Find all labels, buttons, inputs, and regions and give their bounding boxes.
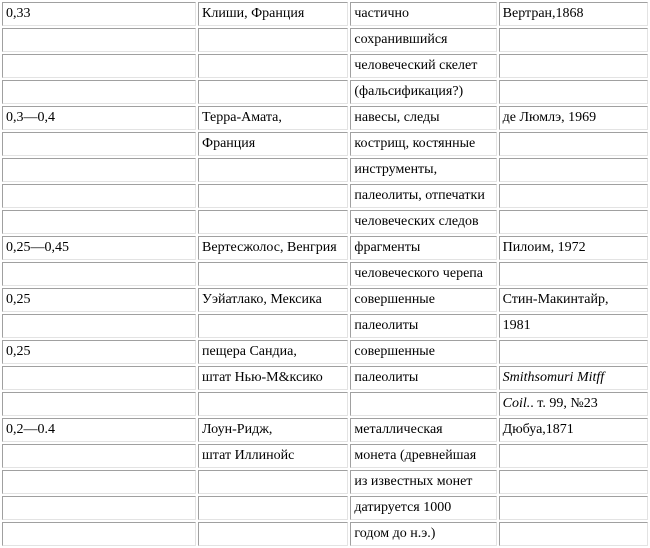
description-cell [350, 366, 496, 390]
location-cell [198, 2, 348, 26]
description-cell [350, 184, 496, 208]
source-cell [499, 106, 648, 130]
age-cell [2, 54, 196, 78]
source-cell [499, 54, 648, 78]
cell-text: Smithsomuri Mitff [502, 370, 605, 385]
cell-text: 0,33 [6, 6, 31, 21]
table-row [2, 54, 648, 78]
location-cell [198, 496, 348, 520]
source-cell [499, 470, 648, 494]
description-cell [350, 444, 496, 468]
age-cell [2, 184, 196, 208]
source-cell [499, 522, 648, 546]
table-row [2, 314, 648, 338]
age-cell [2, 28, 196, 52]
cell-text: совершенные [354, 292, 435, 307]
cell-text: Вертран,1868 [502, 6, 584, 21]
cell-text: инструменты, [354, 162, 438, 177]
location-cell [198, 184, 348, 208]
description-cell [350, 2, 496, 26]
location-cell [198, 132, 348, 156]
cell-text: 0,25 [6, 292, 31, 307]
cell-text: Франция [202, 136, 256, 151]
source-cell [499, 314, 648, 338]
table-row [2, 418, 648, 442]
age-cell [2, 496, 196, 520]
description-cell [350, 418, 496, 442]
cell-text: пещера Сандиа, [202, 344, 297, 359]
table-row [2, 210, 648, 234]
age-cell [2, 340, 196, 364]
age-cell [2, 262, 196, 286]
description-cell [350, 392, 496, 416]
table-row [2, 444, 648, 468]
description-cell [350, 158, 496, 182]
description-cell [350, 496, 496, 520]
table-row [2, 236, 648, 260]
description-cell [350, 470, 496, 494]
location-cell [198, 262, 348, 286]
cell-text: Coil. [502, 396, 531, 411]
description-cell [350, 340, 496, 364]
cell-text: (фальсификация?) [354, 84, 464, 99]
cell-text: 1981 [502, 318, 531, 333]
description-cell [350, 132, 496, 156]
location-cell [198, 54, 348, 78]
age-cell [2, 314, 196, 338]
description-cell [350, 28, 496, 52]
cell-text: Дюбуа,1871 [502, 422, 574, 437]
cell-text: монета (древнейшая [354, 448, 477, 463]
cell-text: Уэйатлако, Мексика [202, 292, 322, 307]
age-cell [2, 236, 196, 260]
age-cell [2, 470, 196, 494]
age-cell [2, 444, 196, 468]
table-row [2, 80, 648, 104]
source-cell [499, 496, 648, 520]
location-cell [198, 444, 348, 468]
age-cell [2, 522, 196, 546]
cell-text: Лоун-Ридж, [202, 422, 273, 437]
location-cell [198, 80, 348, 104]
description-cell [350, 210, 496, 234]
cell-text: палеолиты, отпечатки [354, 188, 485, 203]
age-cell [2, 132, 196, 156]
cell-text: 0,3—0,4 [6, 110, 55, 125]
description-cell [350, 106, 496, 130]
cell-text: совершенные [354, 344, 435, 359]
age-cell [2, 418, 196, 442]
cell-text: Клиши, Франция [202, 6, 305, 21]
cell-text: годом до н.э.) [354, 526, 436, 541]
age-cell [2, 392, 196, 416]
cell-text: фрагменты [354, 240, 421, 255]
description-cell [350, 54, 496, 78]
location-cell [198, 288, 348, 312]
location-cell [198, 28, 348, 52]
source-cell [499, 2, 648, 26]
location-cell [198, 210, 348, 234]
table-row [2, 2, 648, 26]
cell-text: человеческий скелет [354, 58, 478, 73]
cell-text: Пилоим, 1972 [502, 240, 586, 255]
table-row [2, 184, 648, 208]
source-cell [499, 418, 648, 442]
source-cell [499, 392, 648, 416]
cell-text: де Люмлэ, 1969 [502, 110, 597, 125]
cell-text: сохранившийся [354, 32, 448, 47]
description-cell [350, 236, 496, 260]
age-cell [2, 2, 196, 26]
source-cell [499, 80, 648, 104]
source-cell [499, 210, 648, 234]
cell-text: навесы, следы [354, 110, 440, 125]
cell-text: 0,25—0,45 [6, 240, 69, 255]
table-row [2, 132, 648, 156]
source-cell [499, 132, 648, 156]
cell-text: Вертесжолос, Венгрия [202, 240, 337, 255]
table-row [2, 522, 648, 546]
table-row [2, 392, 648, 416]
location-cell [198, 522, 348, 546]
cell-text: металлическая [354, 422, 443, 437]
age-cell [2, 210, 196, 234]
cell-text: 0,25 [6, 344, 31, 359]
table-row [2, 496, 648, 520]
source-cell [499, 366, 648, 390]
cell-text: датируется 1000 [354, 500, 452, 515]
cell-text: человеческих следов [354, 214, 479, 229]
cell-text: Стин-Макинтайр, [502, 292, 609, 307]
table-row [2, 340, 648, 364]
age-cell [2, 288, 196, 312]
cell-text: Терра-Амата, [202, 110, 282, 125]
table-row [2, 158, 648, 182]
source-cell [499, 288, 648, 312]
source-cell [499, 262, 648, 286]
description-cell [350, 522, 496, 546]
cell-text: 0,2—0.4 [6, 422, 55, 437]
source-cell [499, 236, 648, 260]
description-cell [350, 80, 496, 104]
table-row [2, 470, 648, 494]
cell-text: палеолиты [354, 370, 419, 385]
location-cell [198, 340, 348, 364]
table-row [2, 262, 648, 286]
table-row [2, 28, 648, 52]
location-cell [198, 418, 348, 442]
table-row [2, 106, 648, 130]
source-cell [499, 158, 648, 182]
description-cell [350, 314, 496, 338]
cell-text: человеческого черепа [354, 266, 483, 281]
age-cell [2, 366, 196, 390]
location-cell [198, 314, 348, 338]
cell-text-suffix: . т. 99, №23 [530, 396, 598, 411]
description-cell [350, 262, 496, 286]
cell-text: штат Нью-М&ксико [202, 370, 323, 385]
location-cell [198, 158, 348, 182]
source-cell [499, 444, 648, 468]
source-cell [499, 28, 648, 52]
cell-text: из известных монет [354, 474, 473, 489]
location-cell [198, 366, 348, 390]
cell-text: палеолиты [354, 318, 419, 333]
cell-text: кострищ, костянные [354, 136, 476, 151]
cell-text: частично [354, 6, 409, 21]
table-row [2, 288, 648, 312]
age-cell [2, 158, 196, 182]
source-cell [499, 340, 648, 364]
location-cell [198, 470, 348, 494]
location-cell [198, 392, 348, 416]
description-cell [350, 288, 496, 312]
table-body [2, 2, 648, 546]
age-cell [2, 80, 196, 104]
location-cell [198, 106, 348, 130]
age-cell [2, 106, 196, 130]
location-cell [198, 236, 348, 260]
cell-text: штат Иллинойс [202, 448, 295, 463]
table-row [2, 366, 648, 390]
source-cell [499, 184, 648, 208]
